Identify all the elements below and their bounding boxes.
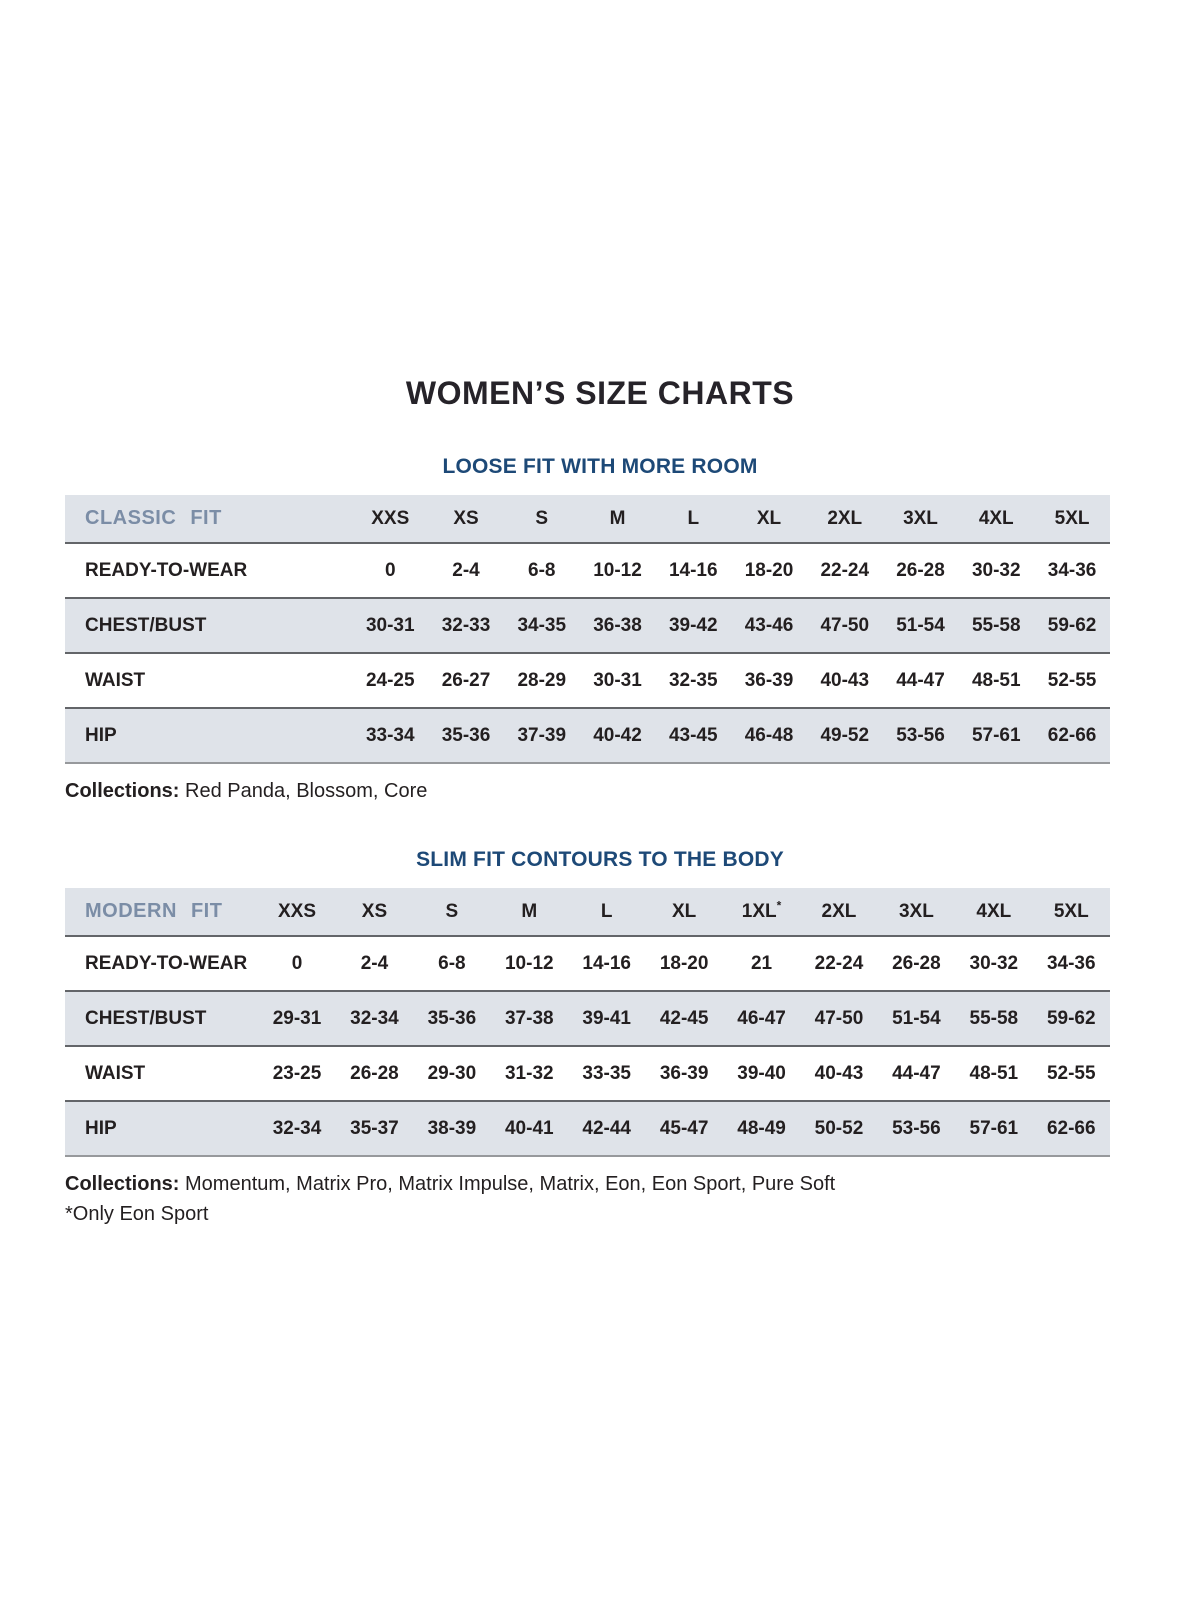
row-label-cell: READY-TO-WEAR — [85, 559, 248, 581]
size-value-cell: 62-66 — [1046, 1117, 1096, 1139]
size-value-cell: 14-16 — [668, 559, 718, 581]
collections-list: Red Panda, Blossom, Core — [179, 780, 428, 802]
size-column-header: 3XL — [903, 507, 938, 529]
size-value-cell: 22-24 — [820, 559, 870, 581]
size-column-header: M — [521, 900, 538, 922]
loose-fit-heading: LOOSE FIT WITH MORE ROOM — [442, 455, 758, 478]
size-value-cell: 48-51 — [971, 669, 1021, 691]
size-value-cell: 38-39 — [427, 1117, 477, 1139]
size-column-header: 5XL — [1054, 507, 1090, 529]
row-label-cell: HIP — [85, 724, 117, 746]
size-value-cell: 57-61 — [971, 724, 1021, 746]
size-value-cell: 32-35 — [668, 669, 718, 691]
size-value-cell: 22-24 — [814, 952, 864, 974]
size-value-cell: 0 — [291, 952, 303, 974]
size-value-cell: 44-47 — [892, 1062, 941, 1084]
size-value-cell: 44-47 — [896, 669, 945, 691]
modern-fit-table — [65, 888, 1110, 1157]
size-value-cell: 52-55 — [1047, 669, 1097, 691]
size-value-cell: 21 — [750, 952, 773, 974]
size-value-cell: 6-8 — [438, 952, 466, 974]
size-value-cell: 53-56 — [892, 1117, 941, 1139]
size-value-cell: 59-62 — [1047, 614, 1097, 636]
size-value-cell: 49-52 — [820, 724, 870, 746]
size-value-cell: 47-50 — [820, 614, 870, 636]
size-value-cell: 35-37 — [350, 1117, 399, 1139]
size-value-cell: 36-39 — [744, 669, 794, 691]
size-column-header: S — [535, 507, 549, 529]
size-column-header: XS — [453, 507, 479, 529]
size-value-cell: 57-61 — [969, 1117, 1019, 1139]
size-value-cell: 39-41 — [582, 1007, 632, 1029]
size-value-cell: 29-30 — [427, 1062, 477, 1084]
row-label-cell: READY-TO-WEAR — [85, 952, 248, 974]
fit-name-cell: MODERN FIT — [85, 900, 223, 922]
header-row — [65, 888, 1110, 936]
size-value-cell: 33-34 — [365, 724, 415, 746]
size-value-cell: 42-44 — [582, 1117, 632, 1139]
size-value-cell: 2-4 — [360, 952, 389, 974]
size-value-cell: 30-32 — [969, 952, 1019, 974]
size-value-cell: 30-32 — [971, 559, 1021, 581]
size-value-cell: 40-41 — [504, 1117, 554, 1139]
size-column-header: XL — [671, 900, 697, 922]
size-value-cell: 50-52 — [814, 1117, 864, 1139]
row-label-cell: WAIST — [85, 1062, 146, 1084]
table-row — [65, 1101, 1110, 1156]
size-column-header: XXS — [371, 507, 410, 529]
size-value-cell: 36-39 — [659, 1062, 709, 1084]
size-value-cell: 40-42 — [593, 724, 642, 746]
size-value-cell: 51-54 — [896, 614, 945, 636]
size-value-cell: 48-49 — [737, 1117, 786, 1139]
size-value-cell: 55-58 — [969, 1007, 1019, 1029]
size-value-cell: 55-58 — [971, 614, 1021, 636]
table-row — [65, 653, 1110, 708]
row-label-cell: CHEST/BUST — [85, 614, 207, 636]
size-value-cell: 35-36 — [441, 724, 491, 746]
header-row — [65, 495, 1110, 543]
size-value-cell: 47-50 — [814, 1007, 864, 1029]
size-value-cell: 40-43 — [814, 1062, 864, 1084]
section-loose-fit — [0, 455, 1200, 804]
size-value-cell: 35-36 — [427, 1007, 477, 1029]
size-value-cell: 24-25 — [365, 669, 415, 691]
size-value-cell: 48-51 — [969, 1062, 1019, 1084]
collections-label: Collections: — [65, 1173, 180, 1195]
size-column-header: 4XL — [978, 507, 1014, 529]
size-value-cell: 40-43 — [820, 669, 870, 691]
fit-name-cell: CLASSIC FIT — [85, 507, 222, 529]
row-label-cell: WAIST — [85, 669, 146, 691]
table-row — [65, 598, 1110, 653]
table-row — [65, 936, 1110, 991]
size-column-header: L — [687, 507, 700, 529]
size-value-cell: 46-48 — [744, 724, 794, 746]
collections-label: Collections: — [65, 780, 180, 802]
size-value-cell: 0 — [384, 559, 396, 581]
table-row — [65, 543, 1110, 598]
size-value-cell: 18-20 — [659, 952, 709, 974]
size-value-cell: 2-4 — [452, 559, 480, 581]
size-value-cell: 32-34 — [350, 1007, 399, 1029]
size-value-cell: 39-40 — [737, 1062, 786, 1084]
size-value-cell: 45-47 — [659, 1117, 709, 1139]
size-value-cell: 10-12 — [504, 952, 554, 974]
size-value-cell: 18-20 — [744, 559, 794, 581]
size-value-cell: 34-35 — [517, 614, 567, 636]
classic-fit-collections — [65, 778, 1200, 804]
size-value-cell: 26-28 — [896, 559, 945, 581]
size-column-header: 4XL — [976, 900, 1012, 922]
size-value-cell: 29-31 — [272, 1007, 322, 1029]
classic-fit-table — [65, 495, 1110, 764]
size-value-cell: 26-28 — [892, 952, 941, 974]
size-column-header: XXS — [278, 900, 317, 922]
size-value-cell: 42-45 — [659, 1007, 709, 1029]
row-label-cell: HIP — [85, 1117, 117, 1139]
size-column-header: 1XL* — [741, 898, 782, 922]
size-value-cell: 31-32 — [504, 1062, 554, 1084]
size-value-cell: 46-47 — [737, 1007, 786, 1029]
size-column-header: M — [609, 507, 626, 529]
page-title: WOMEN’S SIZE CHARTS — [405, 375, 795, 411]
size-value-cell: 43-45 — [668, 724, 718, 746]
size-value-cell: 37-38 — [504, 1007, 554, 1029]
size-value-cell: 32-34 — [272, 1117, 322, 1139]
table-row — [65, 708, 1110, 763]
section-slim-fit — [0, 848, 1200, 1227]
size-value-cell: 59-62 — [1046, 1007, 1096, 1029]
row-label-cell: CHEST/BUST — [85, 1007, 207, 1029]
size-value-cell: 53-56 — [896, 724, 945, 746]
size-value-cell: 28-29 — [517, 669, 567, 691]
size-column-header: S — [445, 900, 459, 922]
size-value-cell: 6-8 — [528, 559, 556, 581]
size-value-cell: 33-35 — [582, 1062, 632, 1084]
size-column-header: XS — [361, 900, 388, 922]
size-value-cell: 26-28 — [350, 1062, 399, 1084]
size-value-cell: 14-16 — [582, 952, 632, 974]
size-value-cell: 26-27 — [441, 669, 491, 691]
size-value-cell: 34-36 — [1047, 559, 1097, 581]
size-column-header: 3XL — [898, 900, 934, 922]
table-row — [65, 1046, 1110, 1101]
size-value-cell: 62-66 — [1047, 724, 1097, 746]
collections-list: Momentum, Matrix Pro, Matrix Impulse, Matrix, Eon, Eon Sport, Pure Soft — [179, 1173, 836, 1195]
slim-fit-heading: SLIM FIT CONTOURS TO THE BODY — [416, 848, 784, 871]
size-value-cell: 37-39 — [517, 724, 567, 746]
size-value-cell: 51-54 — [892, 1007, 941, 1029]
size-value-cell: 43-46 — [744, 614, 794, 636]
size-column-header: L — [600, 900, 613, 922]
size-value-cell: 23-25 — [272, 1062, 322, 1084]
size-value-cell: 39-42 — [668, 614, 718, 636]
size-value-cell: 52-55 — [1046, 1062, 1096, 1084]
size-column-header: XL — [756, 507, 782, 529]
size-column-header: 2XL — [821, 900, 857, 922]
size-value-cell: 32-33 — [441, 614, 491, 636]
size-value-cell: 30-31 — [365, 614, 415, 636]
size-value-cell: 34-36 — [1046, 952, 1096, 974]
table-row — [65, 991, 1110, 1046]
modern-fit-collections — [65, 1171, 1200, 1197]
size-value-cell: 30-31 — [593, 669, 642, 691]
size-column-header: 2XL — [827, 507, 863, 529]
size-column-header: 5XL — [1053, 900, 1089, 922]
asterisk-footnote: *Only Eon Sport — [65, 1203, 209, 1225]
size-value-cell: 10-12 — [593, 559, 642, 581]
size-value-cell: 36-38 — [593, 614, 642, 636]
